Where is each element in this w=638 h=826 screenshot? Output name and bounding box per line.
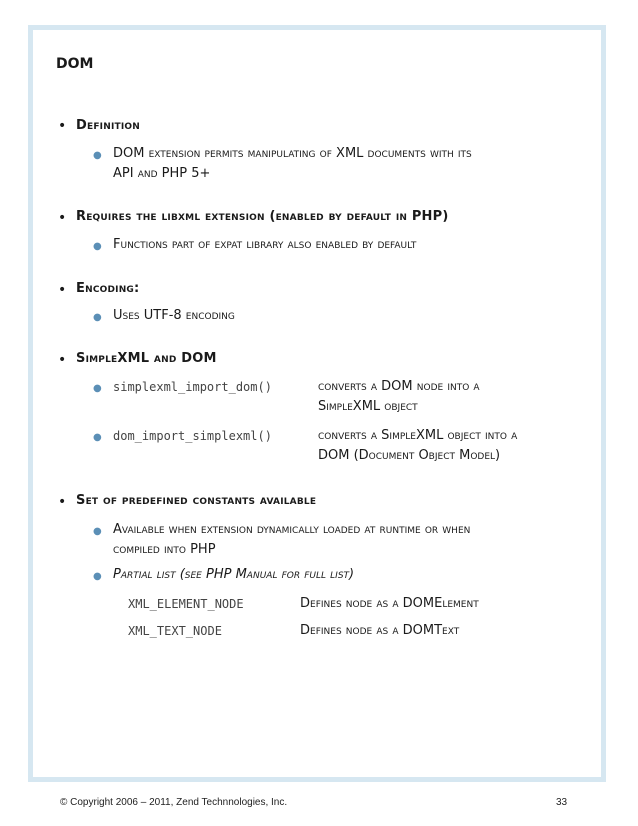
definition-text-line1: DOM extension permits manipulating of XML documents with its (113, 146, 472, 161)
constant-desc: Defines node as a DOMElement (300, 596, 479, 611)
encoding-text: Uses UTF-8 encoding (113, 308, 235, 323)
bullet-dot: • (58, 210, 67, 226)
function-desc-line2: SimpleXML object (318, 399, 418, 414)
footer-copyright: © Copyright 2006 – 2011, Zend Technnologies, Inc. (60, 797, 288, 808)
bullet-dot: • (58, 352, 67, 368)
function-desc-line2: DOM (Document Object Model) (318, 448, 501, 463)
section-constants-heading: Set of predefined constants available (76, 493, 317, 508)
definition-text-line2: API and PHP 5+ (113, 166, 211, 181)
page-frame (28, 25, 606, 782)
sub-bullet-dot: ● (93, 241, 102, 252)
sub-bullet-dot: ● (93, 526, 102, 537)
page-title: DOM (56, 56, 94, 72)
bullet-dot: • (58, 494, 67, 510)
bullet-dot: • (58, 282, 67, 298)
constants-text-line1: Available when extension dynamically loaded at runtime or when (113, 522, 471, 537)
sub-bullet-dot: ● (93, 571, 102, 582)
page-number: 33 (556, 797, 568, 808)
function-desc-line1: converts a SimpleXML object into a (318, 428, 518, 443)
sub-bullet-dot: ● (93, 312, 102, 323)
function-desc-line1: converts a DOM node into a (318, 379, 480, 394)
section-definition-heading: Definition (76, 118, 140, 133)
function-simplexml-import-dom: simplexml_import_dom() (113, 380, 272, 394)
sub-bullet-dot: ● (93, 150, 102, 161)
section-encoding-heading: Encoding: (76, 281, 140, 296)
constant-name: XML_TEXT_NODE (128, 624, 222, 638)
bullet-dot: • (58, 118, 67, 134)
constant-desc: Defines node as a DOMText (300, 623, 460, 638)
constant-name: XML_ELEMENT_NODE (128, 597, 244, 611)
section-simplexml-heading: SimpleXML and DOM (76, 351, 217, 366)
partial-list-text: Partial list (see PHP Manual for full list) (113, 567, 355, 582)
requires-text: Functions part of expat library also enabled by default (113, 237, 417, 252)
constants-text-line2: compiled into PHP (113, 542, 216, 557)
section-requires-heading: Requires the libxml extension (enabled by default in PHP) (76, 209, 449, 224)
sub-bullet-dot: ● (93, 383, 102, 394)
function-dom-import-simplexml: dom_import_simplexml() (113, 429, 272, 443)
sub-bullet-dot: ● (93, 432, 102, 443)
